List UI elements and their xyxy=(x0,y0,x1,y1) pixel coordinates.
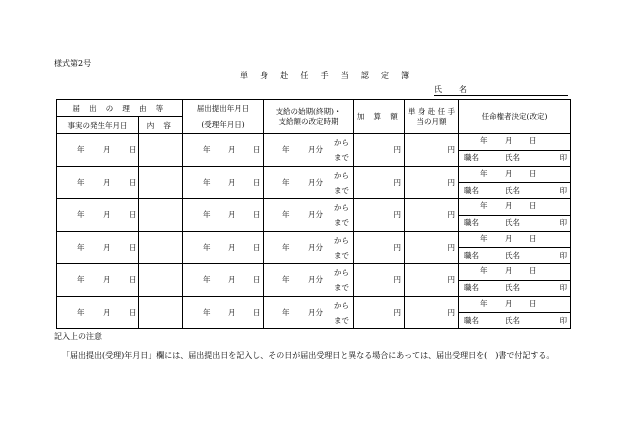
approval-cell[interactable] xyxy=(459,231,571,264)
month-label: 月 xyxy=(103,307,111,317)
submit-date-cell[interactable] xyxy=(183,296,264,329)
allowance-register-table xyxy=(56,99,571,329)
name-field xyxy=(434,84,568,96)
post-label: 職名 xyxy=(464,218,479,227)
header-content: 内 容 xyxy=(139,117,183,134)
person-name-label: 氏名 xyxy=(505,218,520,227)
month-label: 月 xyxy=(103,210,111,219)
day-label: 日 xyxy=(253,210,261,219)
year-label: 年 xyxy=(282,307,290,317)
month-label: 月 xyxy=(228,177,236,187)
month-label: 月 xyxy=(228,307,236,317)
monthly-amount-cell[interactable] xyxy=(405,166,459,199)
day-label: 日 xyxy=(253,177,261,187)
year-label: 年 xyxy=(203,242,211,252)
month-label: 月 xyxy=(505,201,513,210)
month-part-label: 月分 xyxy=(308,242,323,252)
content-cell[interactable] xyxy=(139,231,183,264)
occurrence-date-cell[interactable] xyxy=(57,296,139,329)
day-label: 日 xyxy=(529,266,537,275)
addition-cell[interactable] xyxy=(354,231,405,264)
header-payment-period: 支給の始期(終期)・ 支給額の改定時期 xyxy=(264,100,354,134)
seal-label: 印 xyxy=(559,250,567,260)
month-part-label: 月分 xyxy=(308,210,323,219)
year-label: 年 xyxy=(480,266,488,275)
post-label: 職名 xyxy=(464,250,479,260)
seal-label: 印 xyxy=(559,283,567,292)
until-label: まで xyxy=(334,153,349,162)
yen-label: 円 xyxy=(447,145,455,154)
year-label: 年 xyxy=(282,242,290,252)
day-label: 日 xyxy=(253,145,261,154)
until-label: まで xyxy=(334,315,349,325)
day-label: 日 xyxy=(253,242,261,252)
approval-cell[interactable] xyxy=(459,134,571,167)
month-label: 月 xyxy=(505,266,513,275)
seal-label: 印 xyxy=(559,218,567,227)
month-label: 月 xyxy=(103,145,111,154)
occurrence-date-cell[interactable] xyxy=(57,166,139,199)
header-monthly-amount: 単 身 赴 任 手 当の月額 xyxy=(405,100,459,134)
header-reason: 届 出 の 理 由 等 xyxy=(57,100,183,117)
approval-cell[interactable] xyxy=(459,264,571,297)
monthly-amount-cell[interactable] xyxy=(405,264,459,297)
payment-period-cell[interactable] xyxy=(264,134,354,167)
person-name-label: 氏名 xyxy=(505,185,520,195)
yen-label: 円 xyxy=(447,307,455,317)
payment-period-cell[interactable] xyxy=(264,231,354,264)
content-cell[interactable] xyxy=(139,296,183,329)
yen-label: 円 xyxy=(447,242,455,252)
until-label: まで xyxy=(334,250,349,260)
occurrence-date-cell[interactable] xyxy=(57,199,139,232)
month-label: 月 xyxy=(103,242,111,252)
payment-period-cell[interactable] xyxy=(264,296,354,329)
month-label: 月 xyxy=(228,275,236,284)
post-label: 職名 xyxy=(464,283,479,292)
until-label: まで xyxy=(334,218,349,227)
month-part-label: 月分 xyxy=(308,145,323,154)
month-label: 月 xyxy=(103,177,111,187)
year-label: 年 xyxy=(77,210,85,219)
monthly-amount-cell[interactable] xyxy=(405,231,459,264)
occurrence-date-cell[interactable] xyxy=(57,134,139,167)
month-part-label: 月分 xyxy=(308,307,323,317)
year-label: 年 xyxy=(77,242,85,252)
yen-label: 円 xyxy=(393,242,401,252)
addition-cell[interactable] xyxy=(354,264,405,297)
occurrence-date-cell[interactable] xyxy=(57,231,139,264)
yen-label: 円 xyxy=(447,210,455,219)
person-name-label: 氏名 xyxy=(505,250,520,260)
year-label: 年 xyxy=(480,201,488,210)
day-label: 日 xyxy=(129,177,137,187)
submit-date-cell[interactable] xyxy=(183,134,264,167)
from-label: から xyxy=(334,300,349,310)
submit-date-cell[interactable] xyxy=(183,199,264,232)
year-label: 年 xyxy=(480,168,488,178)
day-label: 日 xyxy=(129,145,137,154)
from-label: から xyxy=(334,170,349,180)
table-row xyxy=(57,231,571,264)
year-label: 年 xyxy=(203,275,211,284)
header-submit-date: 届出提出年月日 (受理年月日) xyxy=(183,100,264,134)
yen-label: 円 xyxy=(393,275,401,284)
addition-cell[interactable] xyxy=(354,134,405,167)
month-label: 月 xyxy=(103,275,111,284)
yen-label: 円 xyxy=(447,177,455,187)
year-label: 年 xyxy=(203,210,211,219)
monthly-amount-cell[interactable] xyxy=(405,296,459,329)
month-part-label: 月分 xyxy=(308,177,323,187)
table-row xyxy=(57,199,571,232)
year-label: 年 xyxy=(77,145,85,154)
payment-period-cell[interactable] xyxy=(264,264,354,297)
person-name-label: 氏名 xyxy=(505,153,520,162)
post-label: 職名 xyxy=(464,315,479,325)
name-label: 氏 名 xyxy=(434,85,475,94)
person-name-label: 氏名 xyxy=(505,283,520,292)
month-label: 月 xyxy=(505,136,513,145)
submit-date-cell[interactable] xyxy=(183,231,264,264)
table-row xyxy=(57,264,571,297)
year-label: 年 xyxy=(77,307,85,317)
year-label: 年 xyxy=(77,177,85,187)
year-label: 年 xyxy=(480,233,488,243)
addition-cell[interactable] xyxy=(354,166,405,199)
day-label: 日 xyxy=(529,233,537,243)
year-label: 年 xyxy=(203,307,211,317)
document-title: 単 身 赴 任 手 当 認 定 簿 xyxy=(240,71,414,80)
from-label: から xyxy=(334,235,349,245)
until-label: まで xyxy=(334,283,349,292)
content-cell[interactable] xyxy=(139,199,183,232)
form-number: 様式第2号 xyxy=(54,59,92,68)
content-cell[interactable] xyxy=(139,166,183,199)
month-label: 月 xyxy=(505,233,513,243)
month-label: 月 xyxy=(228,210,236,219)
occurrence-date-cell[interactable] xyxy=(57,264,139,297)
month-label: 月 xyxy=(505,298,513,308)
approval-divider xyxy=(459,280,570,281)
payment-period-cell[interactable] xyxy=(264,199,354,232)
year-label: 年 xyxy=(203,145,211,154)
day-label: 日 xyxy=(529,298,537,308)
person-name-label: 氏名 xyxy=(505,315,520,325)
post-label: 職名 xyxy=(464,153,479,162)
month-label: 月 xyxy=(505,168,513,178)
day-label: 日 xyxy=(129,275,137,284)
from-label: から xyxy=(334,268,349,277)
day-label: 日 xyxy=(129,210,137,219)
year-label: 年 xyxy=(480,136,488,145)
seal-label: 印 xyxy=(559,153,567,162)
approval-cell[interactable] xyxy=(459,166,571,199)
header-occurrence-date: 事実の発生年月日 xyxy=(57,117,139,134)
yen-label: 円 xyxy=(393,177,401,187)
seal-label: 印 xyxy=(559,185,567,195)
year-label: 年 xyxy=(282,210,290,219)
from-label: から xyxy=(334,203,349,212)
submit-date-cell[interactable] xyxy=(183,264,264,297)
yen-label: 円 xyxy=(393,145,401,154)
year-label: 年 xyxy=(282,177,290,187)
approval-cell[interactable] xyxy=(459,199,571,232)
year-label: 年 xyxy=(282,145,290,154)
day-label: 日 xyxy=(529,136,537,145)
yen-label: 円 xyxy=(447,275,455,284)
approval-divider xyxy=(459,312,570,313)
payment-period-cell[interactable] xyxy=(264,166,354,199)
seal-label: 印 xyxy=(559,315,567,325)
day-label: 日 xyxy=(529,168,537,178)
header-approval: 任命権者決定(改定) xyxy=(459,100,571,134)
monthly-amount-cell[interactable] xyxy=(405,199,459,232)
month-part-label: 月分 xyxy=(308,275,323,284)
post-label: 職名 xyxy=(464,185,479,195)
until-label: まで xyxy=(334,185,349,195)
month-label: 月 xyxy=(228,242,236,252)
header-addition: 加 算 額 xyxy=(354,100,405,134)
day-label: 日 xyxy=(253,307,261,317)
from-label: から xyxy=(334,138,349,147)
yen-label: 円 xyxy=(393,307,401,317)
table-row xyxy=(57,134,571,167)
notes-title: 記入上の注意 xyxy=(54,332,102,341)
approval-cell[interactable] xyxy=(459,296,571,329)
approval-divider xyxy=(459,150,570,151)
submit-date-cell[interactable] xyxy=(183,166,264,199)
year-label: 年 xyxy=(203,177,211,187)
month-label: 月 xyxy=(228,145,236,154)
content-cell[interactable] xyxy=(139,264,183,297)
approval-divider xyxy=(459,182,570,183)
year-label: 年 xyxy=(480,298,488,308)
content-cell[interactable] xyxy=(139,134,183,167)
addition-cell[interactable] xyxy=(354,296,405,329)
approval-divider xyxy=(459,247,570,248)
monthly-amount-cell[interactable] xyxy=(405,134,459,167)
day-label: 日 xyxy=(129,242,137,252)
year-label: 年 xyxy=(282,275,290,284)
day-label: 日 xyxy=(253,275,261,284)
day-label: 日 xyxy=(129,307,137,317)
table-row xyxy=(57,166,571,199)
yen-label: 円 xyxy=(393,210,401,219)
year-label: 年 xyxy=(77,275,85,284)
addition-cell[interactable] xyxy=(354,199,405,232)
notes-text: 「届出提出(受理)年月日」欄には、届出提出日を記入し、その日が届出受理日と異なる場合にあっては、届出受理日を( )書で付記する。 xyxy=(62,351,555,360)
day-label: 日 xyxy=(529,201,537,210)
table-row xyxy=(57,296,571,329)
approval-divider xyxy=(459,215,570,216)
